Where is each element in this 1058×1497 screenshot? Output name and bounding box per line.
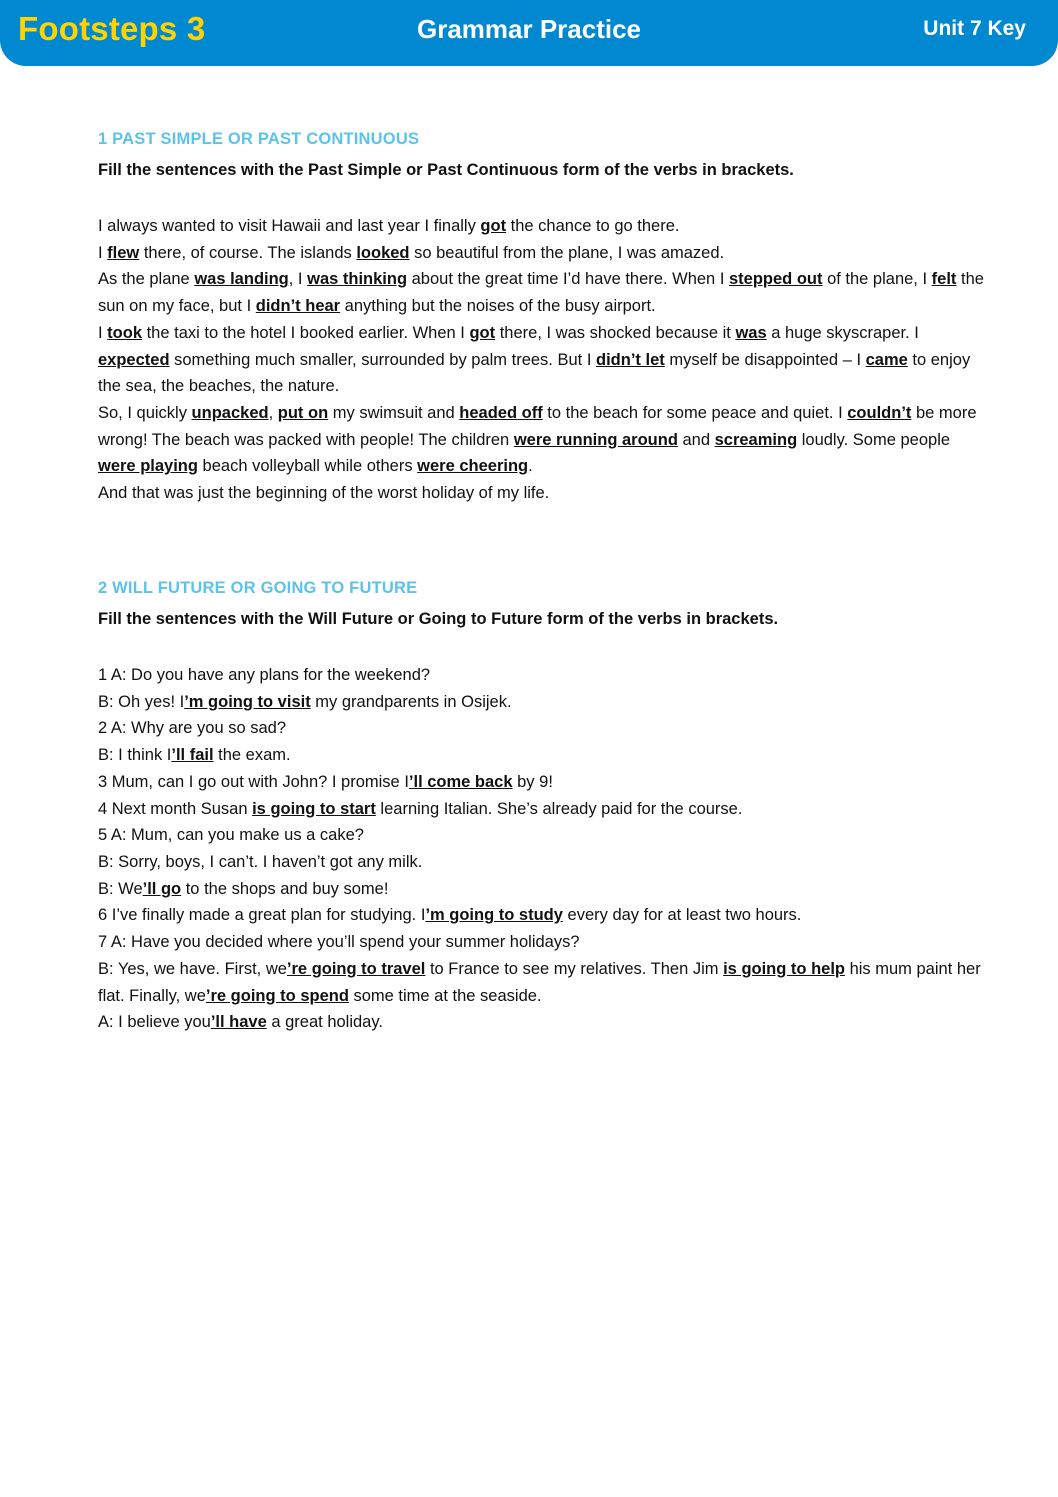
text-line: 2 A: Why are you so sad? [98,719,287,738]
section-1-answers [98,213,988,507]
text-line: A: I believe you’ll have a great holiday. [98,1013,383,1032]
text-line: 4 Next month Susan is going to start learning Italian. She’s already paid for the course. [98,799,743,818]
document-body [98,128,988,1040]
text-line: 3 Mum, can I go out with John? I promise I’ll come back by 9! [98,772,553,791]
text-line: B: We’ll go to the shops and buy some! [98,879,389,898]
text-line: 6 I’ve finally made a great plan for studying. I’m going to study every day for at least two hours. [98,906,802,925]
section-2-answers [98,662,988,1036]
text-line: B: I think I’ll fail the exam. [98,746,291,765]
text-line: B: Sorry, boys, I can’t. I haven’t got any milk. [98,852,423,871]
text-line: 5 A: Mum, can you make us a cake? [98,826,364,845]
brand-title: Footsteps 3 [18,10,206,47]
spacer [98,511,988,577]
text-line: 7 A: Have you decided where you’ll spend your summer holidays? [98,933,580,952]
section-past-simple-or-past-continuous [98,128,988,507]
section-will-future-or-going-to-future [98,577,988,1036]
unit-label: Unit 7 Key [923,17,1026,40]
text-line: And that was just the beginning of the worst holiday of my life. [98,484,550,503]
section-2-instruction: Fill the sentences with the Will Future or Going to Future form of the verbs in brackets. [98,609,779,628]
header-inner [0,0,1058,66]
text-line: I flew there, of course. The islands looked so beautiful from the plane, I was amazed. [98,243,725,262]
section-2-title: 2 WILL FUTURE OR GOING TO FUTURE [98,578,418,597]
text-line: 1 A: Do you have any plans for the weekend? [98,665,431,684]
spacer [98,632,988,662]
text-line: B: Yes, we have. First, we’re going to travel to France to see my relatives. Then Jim is going to help his mum paint her flat. Finally, we’re going to spend some time at the seaside. [98,959,981,1005]
text-line: As the plane was landing, I was thinking about the great time I’d have there. When I stepped out of the plane, I felt the sun on my face, but I didn’t hear anything but the noises of the busy airport. [98,270,984,316]
page-header [0,0,1058,66]
text-line: I took the taxi to the hotel I booked earlier. When I got there, I was shocked because it was a huge skyscraper. I expected something much smaller, surrounded by palm trees. But I didn’t let myself be disappointed – I came to enjoy the sea, the beaches, the nature. [98,323,971,396]
text-line: I always wanted to visit Hawaii and last year I finally got the chance to go there. [98,217,680,235]
text-line: So, I quickly unpacked, put on my swimsuit and headed off to the beach for some peace and quiet. I couldn’t be more wrong! The beach was packed with people! The children were running around and screaming loudly. Some people were playing beach volleyball while others were cheering. [98,404,977,476]
section-1-instruction: Fill the sentences with the Past Simple or Past Continuous form of the verbs in brackets. [98,160,794,179]
text-line: B: Oh yes! I’m going to visit my grandparents in Osijek. [98,692,512,711]
section-1-title: 1 PAST SIMPLE OR PAST CONTINUOUS [98,130,420,148]
page-title: Grammar Practice [416,14,642,44]
spacer [98,183,988,213]
